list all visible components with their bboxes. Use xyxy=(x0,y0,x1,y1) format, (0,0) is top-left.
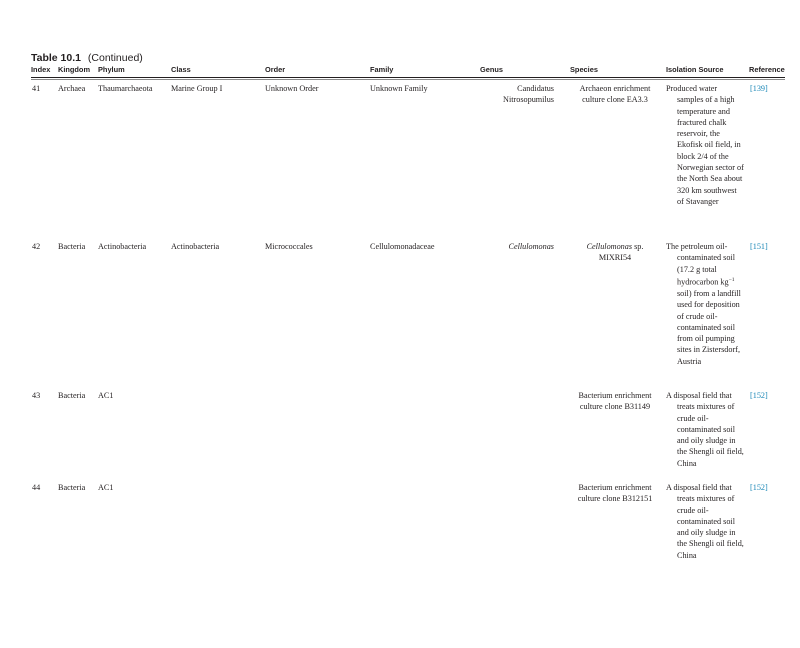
header-rule-bottom xyxy=(31,79,785,80)
cell-order: Micrococcales xyxy=(265,242,313,251)
header-kingdom: Kingdom xyxy=(58,65,91,74)
cell-reference-link[interactable]: [151] xyxy=(750,242,768,251)
cell-class: Actinobacteria xyxy=(171,242,220,251)
species-text xyxy=(570,241,660,264)
cell-isolation-source xyxy=(666,482,744,561)
header-rule-top xyxy=(31,77,785,78)
table-title xyxy=(31,52,143,64)
species-text: Bacterium enrichment culture clone B312151 xyxy=(577,483,653,504)
header-isolation-source: Isolation Source xyxy=(666,65,724,74)
cell-order: Unknown Order xyxy=(265,84,319,93)
cell-phylum: Actinobacteria xyxy=(98,242,147,251)
cell-kingdom: Bacteria xyxy=(58,242,86,251)
isolation-source-superscript: −1 xyxy=(728,276,735,283)
cell-isolation-source xyxy=(666,241,744,367)
species-text: Bacterium enrichment culture clone B31149 xyxy=(578,391,652,412)
species-text: Archaeon enrichment culture clone EA3.3 xyxy=(579,84,651,105)
header-species: Species xyxy=(570,65,598,74)
cell-isolation-source xyxy=(666,83,744,207)
cell-reference-link[interactable]: [152] xyxy=(750,483,768,492)
table-number: Table 10.1 xyxy=(31,52,81,64)
cell-kingdom: Bacteria xyxy=(58,483,86,492)
header-genus: Genus xyxy=(480,65,503,74)
isolation-source-part2: soil) from a landfill used for deposition of crude oil-contaminated soil from oil pumping sites in Zistersdorf, Austria xyxy=(677,288,741,366)
header-family: Family xyxy=(370,65,394,74)
cell-family: Cellulomonadaceae xyxy=(370,242,435,251)
cell-kingdom: Bacteria xyxy=(58,391,86,400)
cell-species xyxy=(570,390,660,413)
cell-reference-link[interactable]: [139] xyxy=(750,84,768,93)
isolation-source-text xyxy=(666,241,744,367)
species-italic: Cellulomonas xyxy=(586,242,633,251)
cell-phylum: AC1 xyxy=(98,483,114,492)
isolation-source-text: A disposal field that treats mixtures of crude oil-contaminated soil and oily sludge in the Shengli oil field, China xyxy=(666,483,744,560)
cell-isolation-source xyxy=(666,390,744,469)
cell-phylum: AC1 xyxy=(98,391,114,400)
cell-genus: Candidatus Nitrosopumilus xyxy=(503,84,554,105)
cell-species xyxy=(570,241,660,264)
header-phylum: Phylum xyxy=(98,65,125,74)
cell-index: 43 xyxy=(32,391,41,400)
cell-index: 41 xyxy=(32,84,41,93)
header-class: Class xyxy=(171,65,191,74)
species-rest: sp. MIXRI54 xyxy=(598,242,644,263)
isolation-source-text: Produced water samples of a high temperature and fractured chalk reservoir, the Ekofisk oil field, in block 2/4 of the Norwegian sector of the North Sea about 320 km southwest of Stavanger xyxy=(666,84,744,206)
cell-species xyxy=(570,482,660,505)
table-continued-label: (Continued) xyxy=(87,52,143,64)
header-order: Order xyxy=(265,65,286,74)
header-index: Index xyxy=(31,65,51,74)
isolation-source-text: A disposal field that treats mixtures of crude oil-contaminated soil and oily sludge in the Shengli oil field, China xyxy=(666,391,744,468)
cell-kingdom: Archaea xyxy=(58,84,86,93)
cell-class: Marine Group I xyxy=(171,84,223,93)
cell-family: Unknown Family xyxy=(370,84,428,93)
cell-index: 42 xyxy=(32,242,41,251)
cell-index: 44 xyxy=(32,483,41,492)
cell-reference-link[interactable]: [152] xyxy=(750,391,768,400)
cell-genus: Cellulomonas xyxy=(508,242,554,251)
header-reference: Reference xyxy=(749,65,785,74)
cell-phylum: Thaumarchaeota xyxy=(98,84,153,93)
isolation-source-part1: The petroleum oil-contaminated soil (17.2 g total hydrocarbon kg xyxy=(666,242,735,287)
cell-species xyxy=(570,83,660,106)
